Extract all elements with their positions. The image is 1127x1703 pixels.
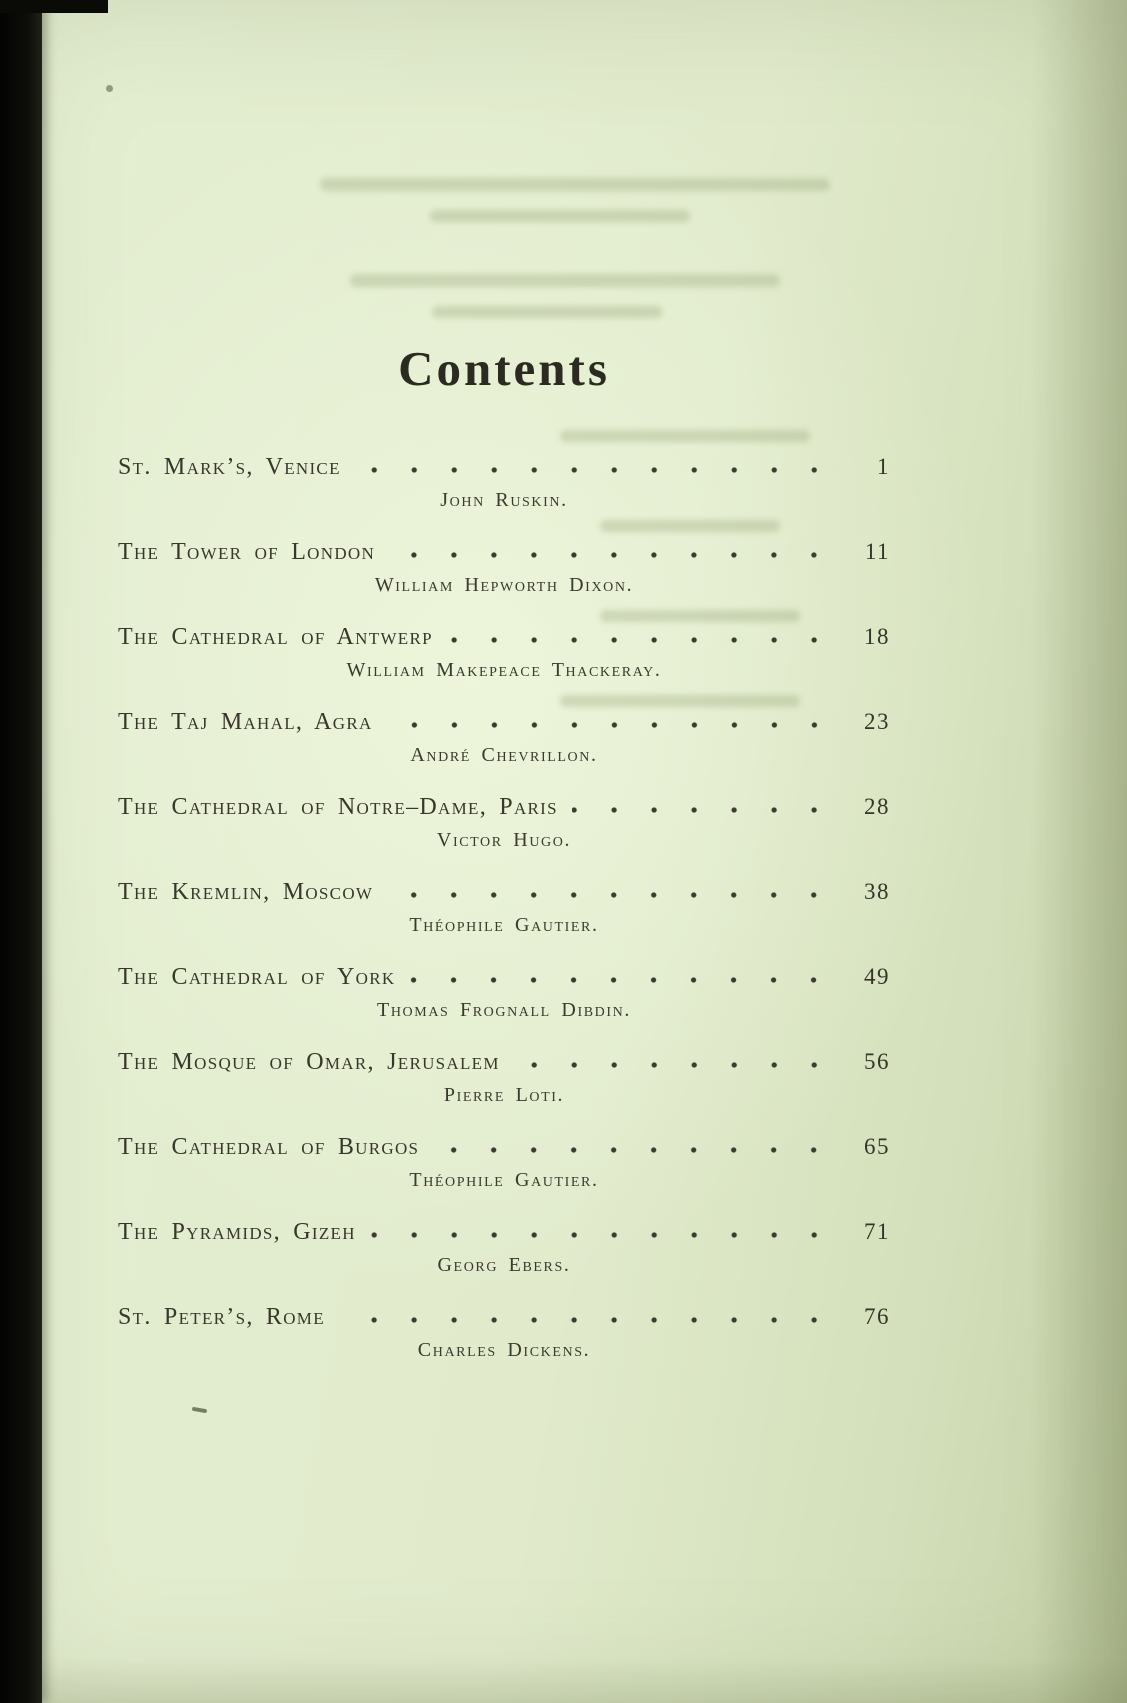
dot-leader (355, 464, 834, 476)
toc-entry-line (118, 1217, 890, 1247)
showthrough-line (350, 274, 780, 287)
toc-entry-author: William Hepworth Dixon. (374, 574, 634, 596)
dot-leader (387, 889, 834, 901)
toc-entry-line (118, 1047, 890, 1077)
toc-entry-page-number: 56 (864, 1049, 890, 1074)
toc-entry-page-number: 65 (864, 1134, 890, 1159)
toc-entry-author: Pierre Loti. (443, 1084, 565, 1106)
dot-leader (409, 974, 834, 986)
page-title: Contents (398, 341, 610, 396)
dot-leader (339, 1314, 834, 1326)
toc-entry-title: The Cathedral of Burgos (118, 1134, 420, 1160)
toc-entry (118, 1302, 890, 1363)
toc-entry-page-number: 18 (864, 624, 890, 649)
toc-entry (118, 1217, 890, 1278)
toc-entry-title: St. Mark’s, Venice (118, 454, 341, 480)
toc-entry-page-number: 76 (864, 1304, 890, 1329)
dot-leader (389, 549, 834, 561)
toc-entry-page-number: 71 (864, 1219, 890, 1244)
showthrough-line (560, 430, 810, 442)
dot-leader (370, 1229, 834, 1241)
toc-entry-page-number: 38 (864, 879, 890, 904)
toc-entry-author: Charles Dickens. (417, 1339, 591, 1361)
toc-entry-title: The Kremlin, Moscow (118, 879, 374, 905)
toc-entry (118, 1047, 890, 1108)
toc-entry-line (118, 1132, 890, 1162)
toc-entry-line (118, 537, 890, 567)
toc-entry-title: The Cathedral of York (118, 964, 396, 990)
toc-entry-title: The Pyramids, Gizeh (118, 1219, 356, 1245)
toc-entry-page-number: 28 (864, 794, 890, 819)
toc-entry-title: The Cathedral of Antwerp (118, 624, 433, 650)
toc-entry-author: Théophile Gautier. (409, 1169, 599, 1191)
scan-edge-shadow (0, 0, 108, 13)
dot-leader (514, 1059, 834, 1071)
toc-entry-author: André Chevrillon. (410, 744, 598, 766)
toc-entry-page-number: 49 (864, 964, 890, 989)
toc-entry-author: Théophile Gautier. (409, 914, 599, 936)
toc-entry (118, 792, 890, 853)
toc-entry-line (118, 622, 890, 652)
showthrough-line (320, 178, 830, 191)
toc-entry-author: Victor Hugo. (436, 829, 572, 851)
toc-entry (118, 622, 890, 683)
toc-entry (118, 1132, 890, 1193)
toc-entry-page-number: 1 (877, 454, 890, 479)
paper-speck (192, 1407, 207, 1414)
toc-entry (118, 537, 890, 598)
toc-entry-author: Georg Ebers. (437, 1254, 571, 1276)
toc-entry (118, 452, 890, 513)
toc-entry-author: Thomas Frognall Dibdin. (377, 999, 631, 1021)
toc-entry (118, 962, 890, 1023)
toc-entry-title: The Tower of London (118, 539, 376, 565)
toc-entry-page-number: 23 (864, 709, 890, 734)
toc-entry-author: William Makepeace Thackeray. (346, 659, 662, 681)
binding-edge (0, 0, 42, 1703)
toc-entry-author: John Ruskin. (440, 489, 568, 511)
toc-entry-line (118, 707, 890, 737)
toc-entry-title: The Mosque of Omar, Jerusalem (118, 1049, 500, 1075)
toc-entry (118, 877, 890, 938)
toc-entry-title: The Cathedral of Notre–Dame, Paris (118, 794, 558, 820)
dot-leader (447, 634, 834, 646)
showthrough-line (432, 306, 662, 318)
showthrough-line (430, 210, 690, 222)
contents-list (118, 452, 890, 1387)
toc-entry-title: The Taj Mahal, Agra (118, 709, 373, 735)
toc-entry-line (118, 962, 890, 992)
toc-entry-page-number: 11 (864, 539, 890, 564)
dot-leader (433, 1144, 834, 1156)
dot-leader (572, 804, 834, 816)
dot-leader (387, 719, 834, 731)
toc-entry-line (118, 792, 890, 822)
toc-entry-line (118, 452, 890, 482)
toc-entry-line (118, 1302, 890, 1332)
toc-entry-line (118, 877, 890, 907)
paper-speck (106, 85, 113, 92)
toc-entry (118, 707, 890, 768)
toc-entry-title: St. Peter’s, Rome (118, 1304, 325, 1330)
